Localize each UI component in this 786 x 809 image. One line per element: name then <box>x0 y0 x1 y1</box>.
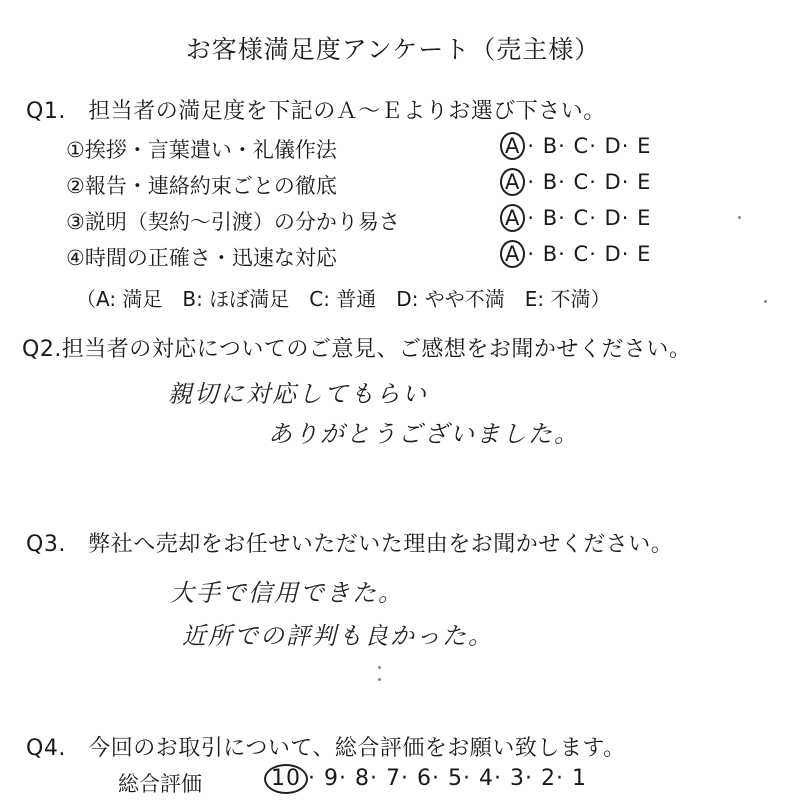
scan-speck <box>764 300 767 303</box>
choice-c[interactable]: C <box>573 206 590 230</box>
choice-b[interactable]: B <box>542 242 559 266</box>
choice-d[interactable]: D <box>604 242 622 266</box>
q1-item-3-choices: A · B· C· D· E <box>500 204 651 232</box>
q1-item-3-label: ③説明（契約～引渡）の分かり易さ <box>66 210 400 234</box>
q4-question: Q4. 今回のお取引について、総合評価をお願い致します。 <box>26 736 626 761</box>
choice-d[interactable]: D <box>604 170 622 194</box>
score-3[interactable]: 3 <box>510 766 525 791</box>
choice-b[interactable]: B <box>542 206 559 230</box>
q3-question: Q3. 弊社へ売却をお任せいただいた理由をお聞かせください。 <box>26 532 674 557</box>
choice-e[interactable]: E <box>637 242 652 266</box>
q3-answer-line-2: 近所での評判も良かった。 <box>182 622 494 650</box>
choice-c[interactable]: C <box>573 242 590 266</box>
score-4[interactable]: 4 <box>479 766 494 791</box>
choice-e[interactable]: E <box>637 134 652 158</box>
choice-a-selected[interactable]: A <box>500 240 525 268</box>
q1-question: Q1. 担当者の満足度を下記のＡ～Ｅよりお選び下さい。 <box>26 99 606 124</box>
choice-a-selected[interactable]: A <box>500 132 525 160</box>
q4-scores: 10 · 9· 8· 7· 6· 5· 4· 3· 2· 1 <box>264 764 587 794</box>
score-10-selected[interactable]: 10 <box>264 764 308 794</box>
q1-item-4-label: ④時間の正確さ・迅速な対応 <box>66 246 337 270</box>
q1-item-1-choices: A · B· C· D· E <box>500 132 651 160</box>
choice-d[interactable]: D <box>604 134 622 158</box>
score-1[interactable]: 1 <box>572 766 587 791</box>
q4-label: 総合評価 <box>118 772 202 796</box>
q1-item-4-choices: A · B· C· D· E <box>500 240 651 268</box>
choice-a-selected[interactable]: A <box>500 204 525 232</box>
q3-answer-line-1: 大手で信用できた。 <box>170 579 404 607</box>
choice-c[interactable]: C <box>573 170 590 194</box>
score-8[interactable]: 8 <box>355 766 370 791</box>
page-title: お客様満足度アンケート（売主様） <box>185 35 601 64</box>
score-2[interactable]: 2 <box>541 766 556 791</box>
q2-question: Q2.担当者の対応についてのご意見、ご感想をお聞かせください。 <box>22 337 692 362</box>
q1-legend: （A: 満足 B: ほぼ満足 C: 普通 D: やや不満 E: 不満） <box>76 287 611 311</box>
scan-speck <box>378 666 381 669</box>
choice-d[interactable]: D <box>604 206 622 230</box>
score-5[interactable]: 5 <box>448 766 463 791</box>
q1-item-2-choices: A · B· C· D· E <box>500 168 651 196</box>
choice-a-selected[interactable]: A <box>500 168 525 196</box>
choice-e[interactable]: E <box>637 206 652 230</box>
choice-b[interactable]: B <box>542 170 559 194</box>
scan-speck <box>738 216 741 219</box>
q1-item-2-label: ②報告・連絡約束ごとの徹底 <box>66 174 337 198</box>
choice-e[interactable]: E <box>637 170 652 194</box>
choice-b[interactable]: B <box>542 134 559 158</box>
choice-c[interactable]: C <box>573 134 590 158</box>
q1-item-1-label: ①挨拶・言葉遣い・礼儀作法 <box>66 138 337 162</box>
q2-answer-line-1: 親切に対応してもらい <box>168 380 428 408</box>
scan-speck <box>378 678 381 681</box>
score-7[interactable]: 7 <box>386 766 401 791</box>
q2-answer-line-2: ありがとうございました。 <box>268 420 580 448</box>
score-9[interactable]: 9 <box>324 766 339 791</box>
score-6[interactable]: 6 <box>417 766 432 791</box>
